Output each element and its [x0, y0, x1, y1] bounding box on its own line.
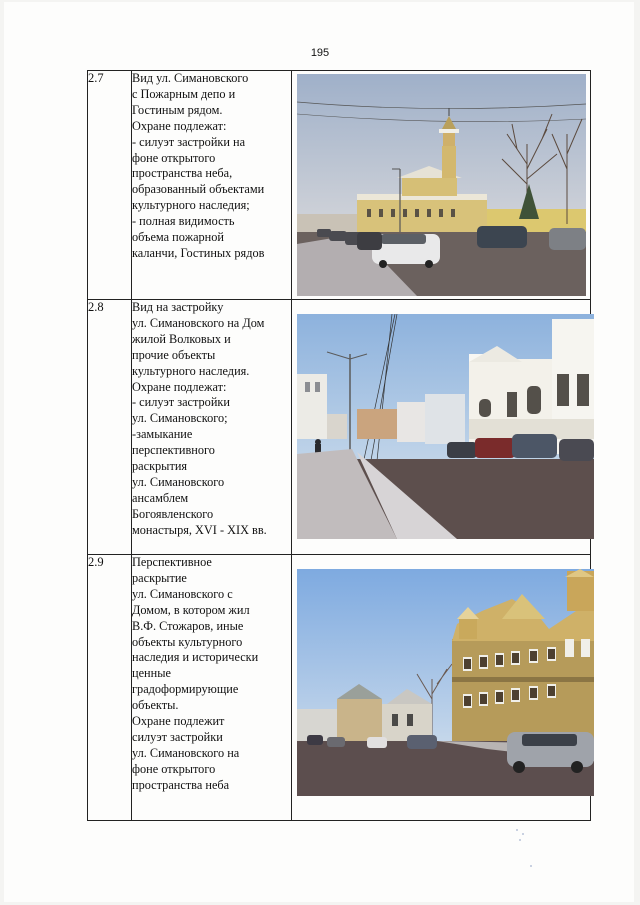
description-line: монастыря, XVI - XIX вв.	[132, 522, 267, 537]
description-line: ул. Симановского на	[132, 745, 240, 760]
description-line: перспективного	[132, 443, 215, 458]
description-line: - полная видимость	[132, 214, 235, 229]
description-line: ул. Симановского;	[132, 411, 228, 426]
row-description	[132, 300, 292, 555]
description-line: Богоявленского	[132, 506, 214, 521]
row-photo-cell	[292, 555, 591, 821]
row-number: 2.9	[88, 555, 132, 821]
heritage-table	[87, 70, 591, 821]
row-photo-cell	[292, 71, 591, 300]
description-line: ул. Симановского на Дом	[132, 315, 265, 330]
table-row	[88, 555, 591, 821]
description-line: каланчи, Гостиных рядов	[132, 245, 265, 260]
description-line: -замыкание	[132, 427, 193, 442]
description-line: - силуэт застройки на	[132, 134, 246, 149]
description-line: пространства неба	[132, 777, 230, 792]
description-line: Домом, в котором жил	[132, 602, 250, 617]
description-line: Вид ул. Симановского	[132, 71, 249, 85]
description-line: раскрытие	[132, 570, 187, 585]
row-description	[132, 71, 292, 300]
description-line: силуэт застройки	[132, 729, 223, 744]
description-line: наследия и исторически	[132, 650, 259, 665]
description-line: с Пожарным депо и	[132, 86, 236, 101]
description-line: культурного наследия;	[132, 198, 250, 213]
description-line: прочие объекты	[132, 347, 216, 362]
street-photo-fire-station	[297, 74, 586, 296]
description-line: градоформирующие	[132, 682, 239, 697]
page-number: 195	[310, 47, 330, 59]
description-line: Охране подлежат:	[132, 118, 227, 133]
description-line: жилой Волковых и	[132, 331, 231, 346]
description-line: ценные	[132, 666, 171, 681]
description-line: ансамблем	[132, 490, 189, 505]
description-line: Гостиным рядом.	[132, 102, 223, 117]
description-line: образованный объектами	[132, 182, 265, 197]
description-line: объема пожарной	[132, 230, 224, 245]
street-photo-volkov-house	[297, 314, 594, 539]
description-line: В.Ф. Стожаров, иные	[132, 618, 244, 633]
table-row	[88, 300, 591, 555]
row-number: 2.7	[88, 71, 132, 300]
description-line: ул. Симановского	[132, 474, 225, 489]
description-line: Вид на застройку	[132, 300, 224, 314]
description-line: фоне открытого	[132, 761, 216, 776]
description-line: Охране подлежат:	[132, 379, 227, 394]
row-photo-cell	[292, 300, 591, 555]
description-line: ул. Симановского с	[132, 586, 233, 601]
row-number: 2.8	[88, 300, 132, 555]
description-line: Охране подлежит	[132, 714, 225, 729]
street-photo-stozharov-house	[297, 569, 594, 796]
description-line: культурного наследия.	[132, 363, 250, 378]
description-line: - силуэт застройки	[132, 395, 230, 410]
description-line: фоне открытого	[132, 150, 216, 165]
description-line: раскрытия	[132, 459, 188, 474]
description-line: пространства неба,	[132, 166, 233, 181]
description-line: объекты.	[132, 698, 179, 713]
row-description	[132, 555, 292, 821]
table-row	[88, 71, 591, 300]
scan-specks	[510, 825, 550, 875]
description-line: объекты культурного	[132, 634, 243, 649]
description-line: Перспективное	[132, 555, 212, 569]
